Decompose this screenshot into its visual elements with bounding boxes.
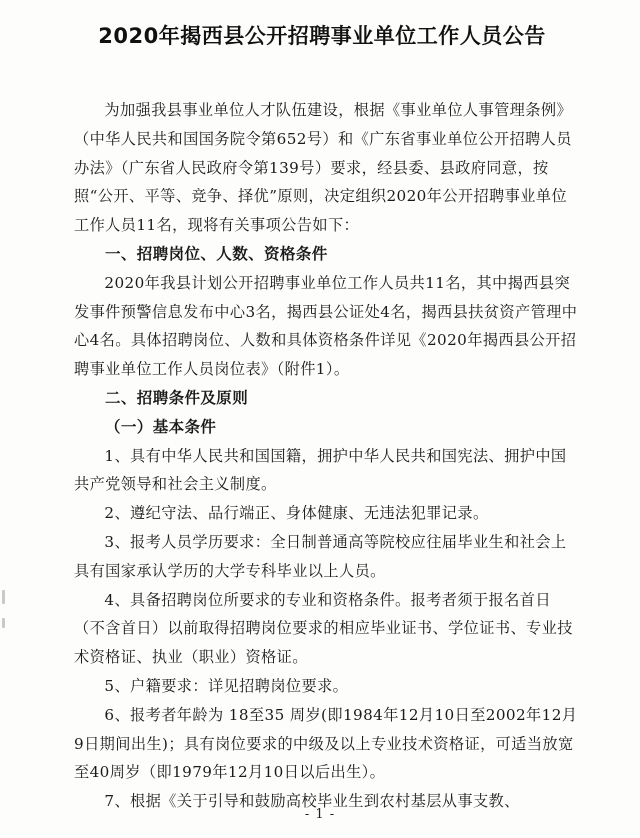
scan-mark-bottom bbox=[2, 618, 5, 628]
condition-item-7: 7、根据《关于引导和鼓励高校毕业生到农村基层从事支教、 bbox=[104, 792, 520, 811]
positions-paragraph: 2020年我县计划公开招聘事业单位工作人员共11名，其中揭西县突发事件预警信息发布中心3名，揭西县公证处4名，揭西县扶贫资产管理中心4名。具体招聘岗位、人数和具体资格条件详见《2020年揭西县公开招聘事业单位工作人员岗位表》（附件1）。 bbox=[74, 273, 578, 379]
document-body bbox=[74, 96, 580, 816]
condition-item-2: 2、遵纪守法、品行端正、身体健康、无违法犯罪记录。 bbox=[104, 504, 489, 523]
subsection-heading-basic: （一）基本条件 bbox=[105, 417, 217, 436]
condition-item-1: 1、具有中华人民共和国国籍，拥护中华人民共和国宪法、拥护中国共产党领导和社会主义制度。 bbox=[74, 446, 567, 494]
scan-mark-top bbox=[2, 590, 5, 604]
condition-item-4: 4、具备招聘岗位所要求的专业和资格条件。报考者须于报名首日（不含首日）以前取得招聘岗位要求的相应毕业证书、学位证书、专业技术资格证、执业（职业）资格证。 bbox=[74, 590, 573, 667]
intro-paragraph: 为加强我县事业单位人才队伍建设，根据《事业单位人事管理条例》（中华人民共和国国务院令第652号）和《广东省事业单位公开招聘人员办法》（广东省人民政府令第139号）要求，经县委、县政府同意，按照“公开、平等、竞争、择优”原则，决定组织2020年公开招聘事业单位工作人员11名，现将有关事项公告如下： bbox=[74, 101, 573, 235]
page-number: - 1 - bbox=[304, 807, 336, 822]
document-title: 2020年揭西县公开招聘事业单位工作人员公告 bbox=[98, 24, 546, 48]
condition-item-6: 6、报考者年龄为 18至35 周岁(即1984年12月10日至2002年12月9日期间出生)；具有岗位要求的中级及以上专业技术资格证，可适当放宽至40周岁（即1979年12月10日以后出生）。 bbox=[74, 705, 578, 782]
condition-item-5: 5、户籍要求：详见招聘岗位要求。 bbox=[104, 676, 349, 695]
section-heading-positions: 一、招聘岗位、人数、资格条件 bbox=[105, 244, 328, 263]
section-heading-conditions: 二、招聘条件及原则 bbox=[105, 388, 249, 407]
condition-item-3: 3、报考人员学历要求：全日制普通高等院校应往届毕业生和社会上具有国家承认学历的大学专科毕业以上人员。 bbox=[74, 532, 567, 580]
